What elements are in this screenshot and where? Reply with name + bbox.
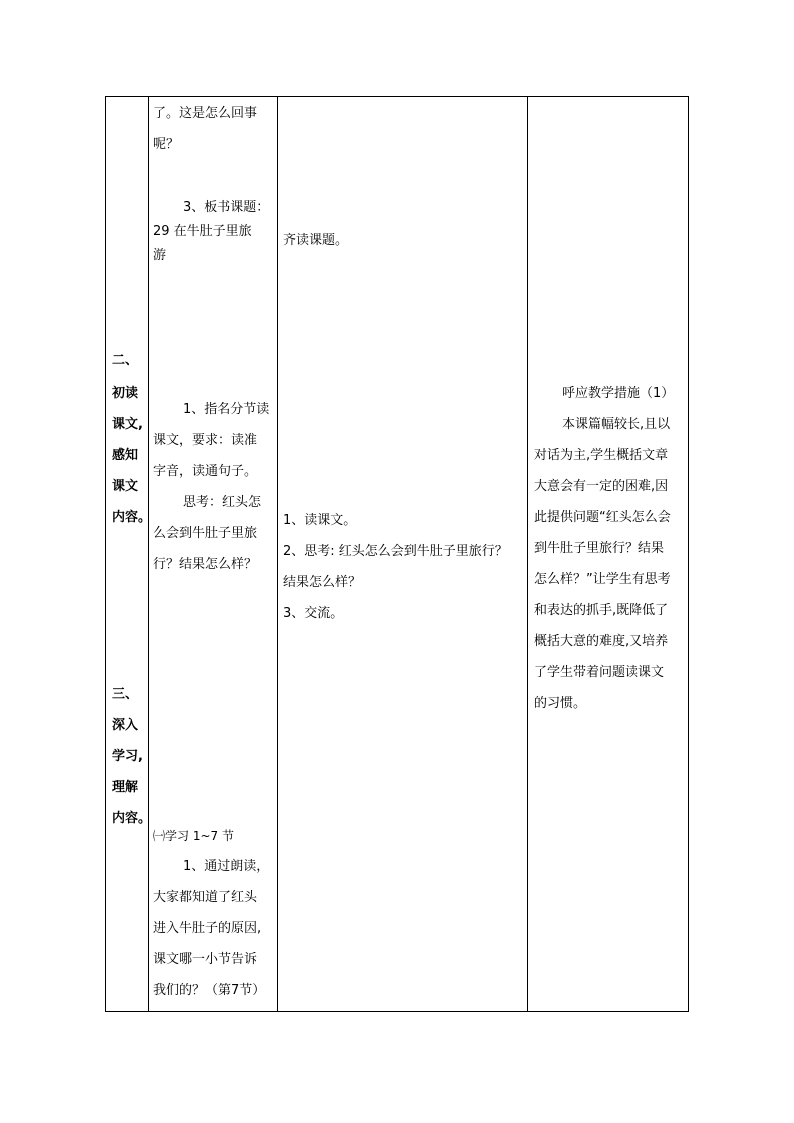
stage-2-line: 课文, xyxy=(112,417,143,432)
teacher-line: 课文哪一小节告诉 xyxy=(153,952,258,967)
intent-line: 呼应教学措施（1） xyxy=(562,386,675,401)
stage-3-line: 理解 xyxy=(112,780,139,795)
intent-line: 怎么样？”让学生有思考 xyxy=(534,572,671,587)
teacher-line: 1、指名分节读 xyxy=(183,402,270,417)
lesson-plan-table xyxy=(105,96,689,1012)
stage-3-line: 三、 xyxy=(112,687,139,702)
intent-line: 和表达的抓手,既降低了 xyxy=(534,603,669,618)
stage-2-line: 课文 xyxy=(112,479,139,494)
teacher-column xyxy=(149,97,278,1011)
teacher-line: 我们的？（第7节） xyxy=(153,983,266,998)
stage-2-line: 初读 xyxy=(112,386,139,401)
student-line: 2、思考: 红头怎么会到牛肚子里旅行？ xyxy=(283,544,508,559)
intent-line: 对话为主,学生概括文章 xyxy=(534,448,669,463)
student-line: 1、读课文。 xyxy=(283,513,357,528)
intent-column xyxy=(528,97,689,1011)
student-column xyxy=(278,97,528,1011)
intent-line: 大意会有一定的困难,因 xyxy=(534,479,669,494)
teacher-line: 进入牛肚子的原因, xyxy=(153,921,262,936)
intent-line: 概括大意的难度,又培养 xyxy=(534,634,669,649)
stage-2-line: 感知 xyxy=(112,448,139,463)
student-line: 齐读课题。 xyxy=(283,233,349,248)
teacher-line: 课文，要求：读准 xyxy=(153,433,258,448)
stage-3-line: 内容。 xyxy=(112,811,152,826)
teacher-line: 3、板书课题： xyxy=(183,200,270,215)
teacher-section-heading: ㈠学习 1~7 节 xyxy=(153,829,234,843)
teacher-line: 行？结果怎么样？ xyxy=(153,557,258,572)
teacher-line: 游 xyxy=(153,248,167,263)
student-line: 结果怎么样？ xyxy=(283,575,362,590)
teacher-line: 呢？ xyxy=(153,137,180,152)
teacher-line: 1、通过朗读， xyxy=(183,859,270,874)
teacher-line: 了。这是怎么回事 xyxy=(153,106,258,121)
stage-2-line: 二、 xyxy=(112,353,139,368)
teacher-line: 大家都知道了红头 xyxy=(153,890,258,905)
teacher-line: 字音，读通句子。 xyxy=(153,464,258,479)
intent-line: 到牛肚子里旅行？结果 xyxy=(534,541,665,556)
stage-3-line: 深入 xyxy=(112,718,139,733)
stage-2-line: 内容。 xyxy=(112,510,152,525)
teacher-line: 么会到牛肚子里旅 xyxy=(153,526,258,541)
intent-line: 的习惯。 xyxy=(534,696,587,711)
teacher-line: 29 在牛肚子里旅 xyxy=(153,224,252,239)
stage-3-line: 学习, xyxy=(112,749,143,764)
intent-line: 本课篇幅较长,且以 xyxy=(562,417,671,432)
teacher-line: 思考：红头怎 xyxy=(183,495,262,510)
stage-column xyxy=(106,97,152,1011)
intent-line: 此提供问题“红头怎么会 xyxy=(534,510,671,525)
student-line: 3、交流。 xyxy=(283,606,344,621)
intent-line: 了学生带着问题读课文 xyxy=(534,665,665,680)
